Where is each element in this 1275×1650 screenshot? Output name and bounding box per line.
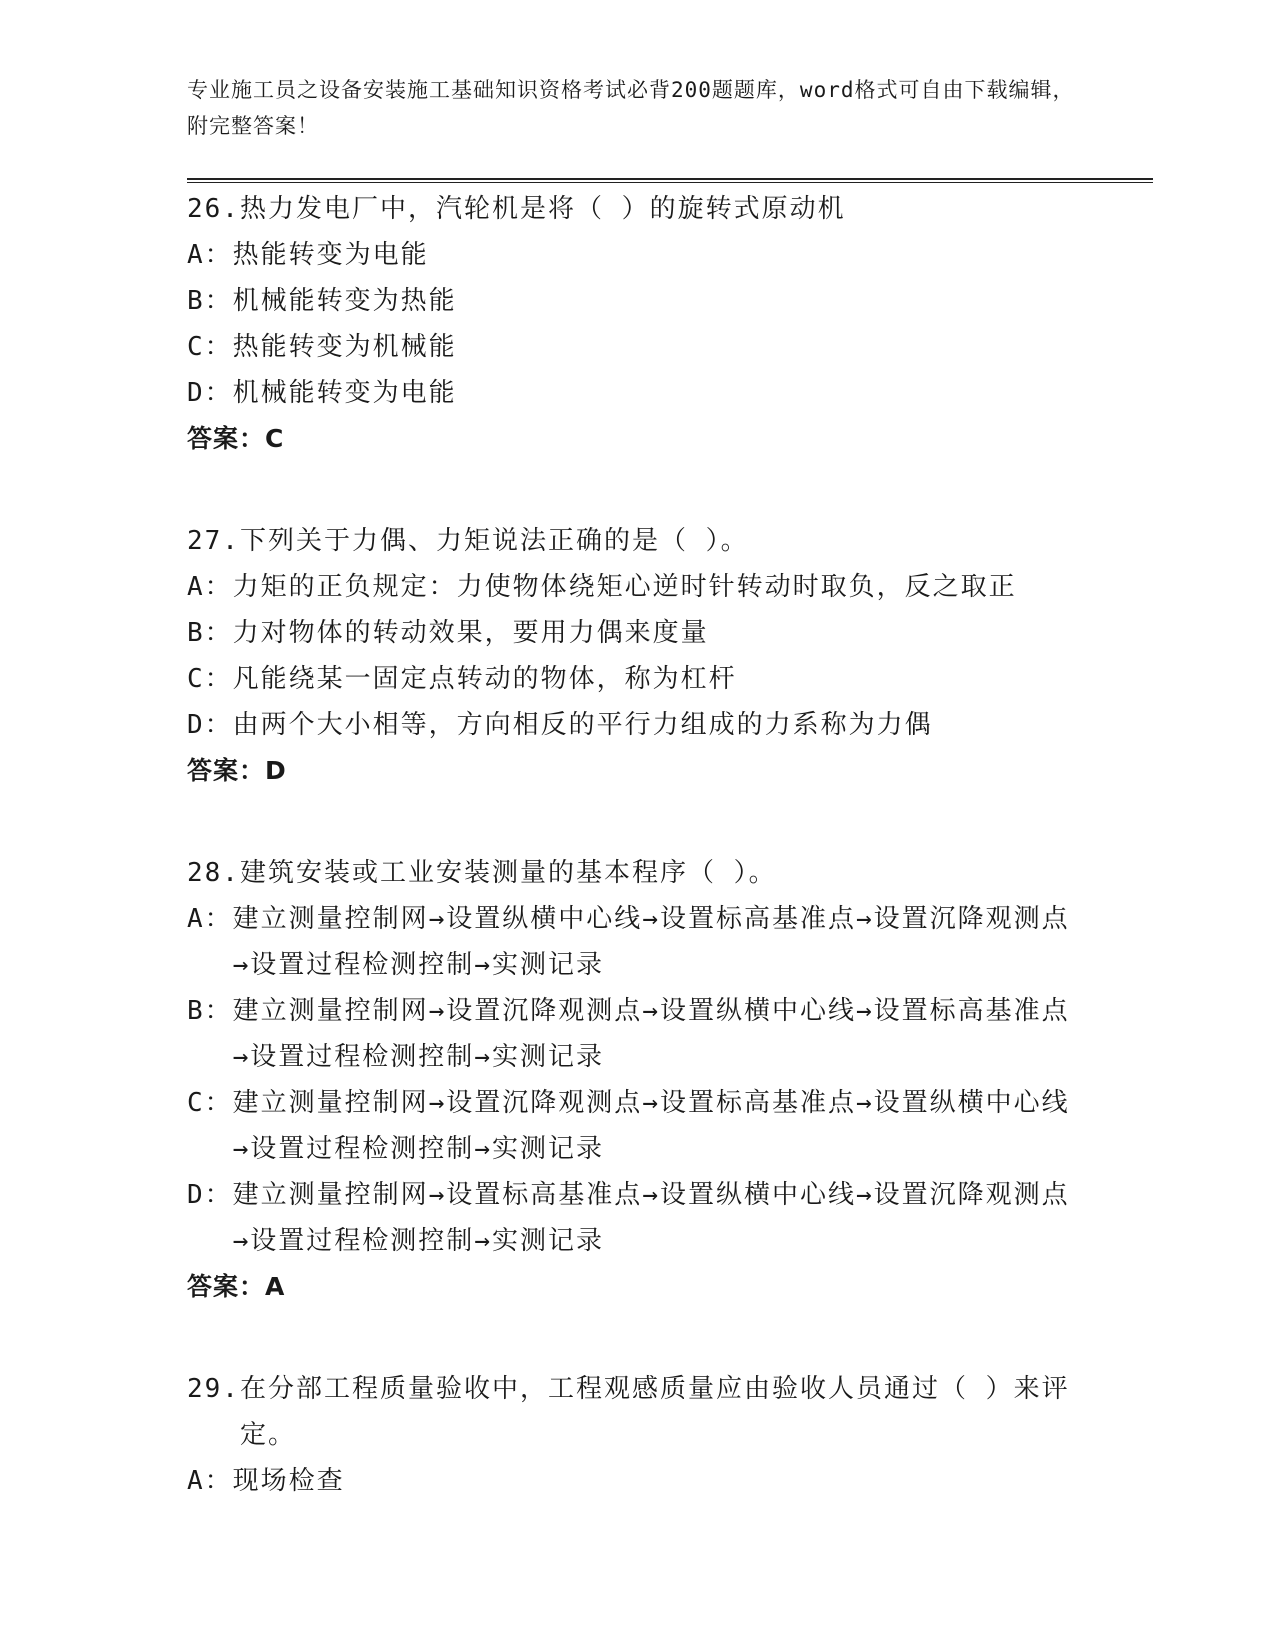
option-text: 力矩的正负规定：力使物体绕矩心逆时针转动时取负，反之取正: [232, 572, 1017, 602]
option-text: 热能转变为机械能: [232, 332, 457, 362]
option-a: [187, 1458, 1077, 1504]
option-text: 凡能绕某一固定点转动的物体，称为杠杆: [232, 664, 737, 694]
option-text: 现场检查: [232, 1466, 345, 1496]
question-28: [187, 850, 1077, 1310]
option-text: 机械能转变为电能: [232, 378, 457, 408]
option-label: A：: [187, 1466, 233, 1496]
option-label: D：: [187, 378, 233, 408]
question-stem: [187, 850, 1077, 896]
option-text: 建立测量控制网→设置沉降观测点→设置标高基准点→设置纵横中心线→设置过程检测控制→实测记录: [232, 1088, 1070, 1164]
option-label: A：: [187, 572, 233, 602]
question-26: [187, 186, 1077, 462]
option-label: B：: [187, 996, 233, 1026]
option-text: 力对物体的转动效果，要用力偶来度量: [232, 618, 709, 648]
question-number: 28.: [187, 858, 240, 888]
option-text: 建立测量控制网→设置沉降观测点→设置纵横中心线→设置标高基准点→设置过程检测控制→实测记录: [232, 996, 1070, 1072]
option-text: 建立测量控制网→设置标高基准点→设置纵横中心线→设置沉降观测点→设置过程检测控制→实测记录: [232, 1180, 1070, 1256]
option-d: [187, 370, 1077, 416]
question-text: 热力发电厂中，汽轮机是将（ ）的旋转式原动机: [239, 194, 846, 224]
header-divider: [187, 178, 1153, 184]
divider-thick-line: [187, 178, 1153, 180]
question-number: 26.: [187, 194, 240, 224]
question-text: 在分部工程质量验收中，工程观感质量应由验收人员通过（ ）来评定。: [239, 1374, 1070, 1450]
option-b: [187, 610, 1077, 656]
option-b: [187, 988, 1077, 1080]
answer-line: 答案：A: [187, 1272, 286, 1301]
option-text: 机械能转变为热能: [232, 286, 457, 316]
question-number: 29.: [187, 1374, 240, 1404]
question-27: [187, 518, 1077, 794]
option-a: [187, 232, 1077, 278]
question-stem: [187, 518, 1077, 564]
option-label: C：: [187, 332, 233, 362]
question-text: 建筑安装或工业安装测量的基本程序（ ）。: [239, 858, 777, 888]
answer-line: 答案：D: [187, 756, 287, 785]
option-label: C：: [187, 1088, 233, 1118]
option-text: 建立测量控制网→设置纵横中心线→设置标高基准点→设置沉降观测点→设置过程检测控制→实测记录: [232, 904, 1070, 980]
option-c: [187, 324, 1077, 370]
option-label: B：: [187, 286, 233, 316]
question-stem: [187, 186, 1077, 232]
option-label: C：: [187, 664, 233, 694]
option-label: A：: [187, 904, 233, 934]
question-list: [187, 186, 1077, 1560]
option-text: 热能转变为电能: [232, 240, 429, 270]
option-label: D：: [187, 710, 233, 740]
option-d: [187, 1172, 1077, 1264]
option-label: B：: [187, 618, 233, 648]
answer-line: 答案：C: [187, 424, 285, 453]
option-text: 由两个大小相等，方向相反的平行力组成的力系称为力偶: [232, 710, 933, 740]
option-c: [187, 1080, 1077, 1172]
option-b: [187, 278, 1077, 324]
option-label: D：: [187, 1180, 233, 1210]
question-number: 27.: [187, 526, 240, 556]
option-a: [187, 564, 1077, 610]
document-header: 专业施工员之设备安装施工基础知识资格考试必背200题题库，word格式可自由下载编辑，附完整答案！: [187, 78, 1075, 138]
option-c: [187, 656, 1077, 702]
option-d: [187, 702, 1077, 748]
question-29: [187, 1366, 1077, 1504]
divider-thin-line: [187, 182, 1153, 183]
option-label: A：: [187, 240, 233, 270]
question-text: 下列关于力偶、力矩说法正确的是（ ）。: [239, 526, 749, 556]
option-a: [187, 896, 1077, 988]
question-stem: [187, 1366, 1077, 1458]
